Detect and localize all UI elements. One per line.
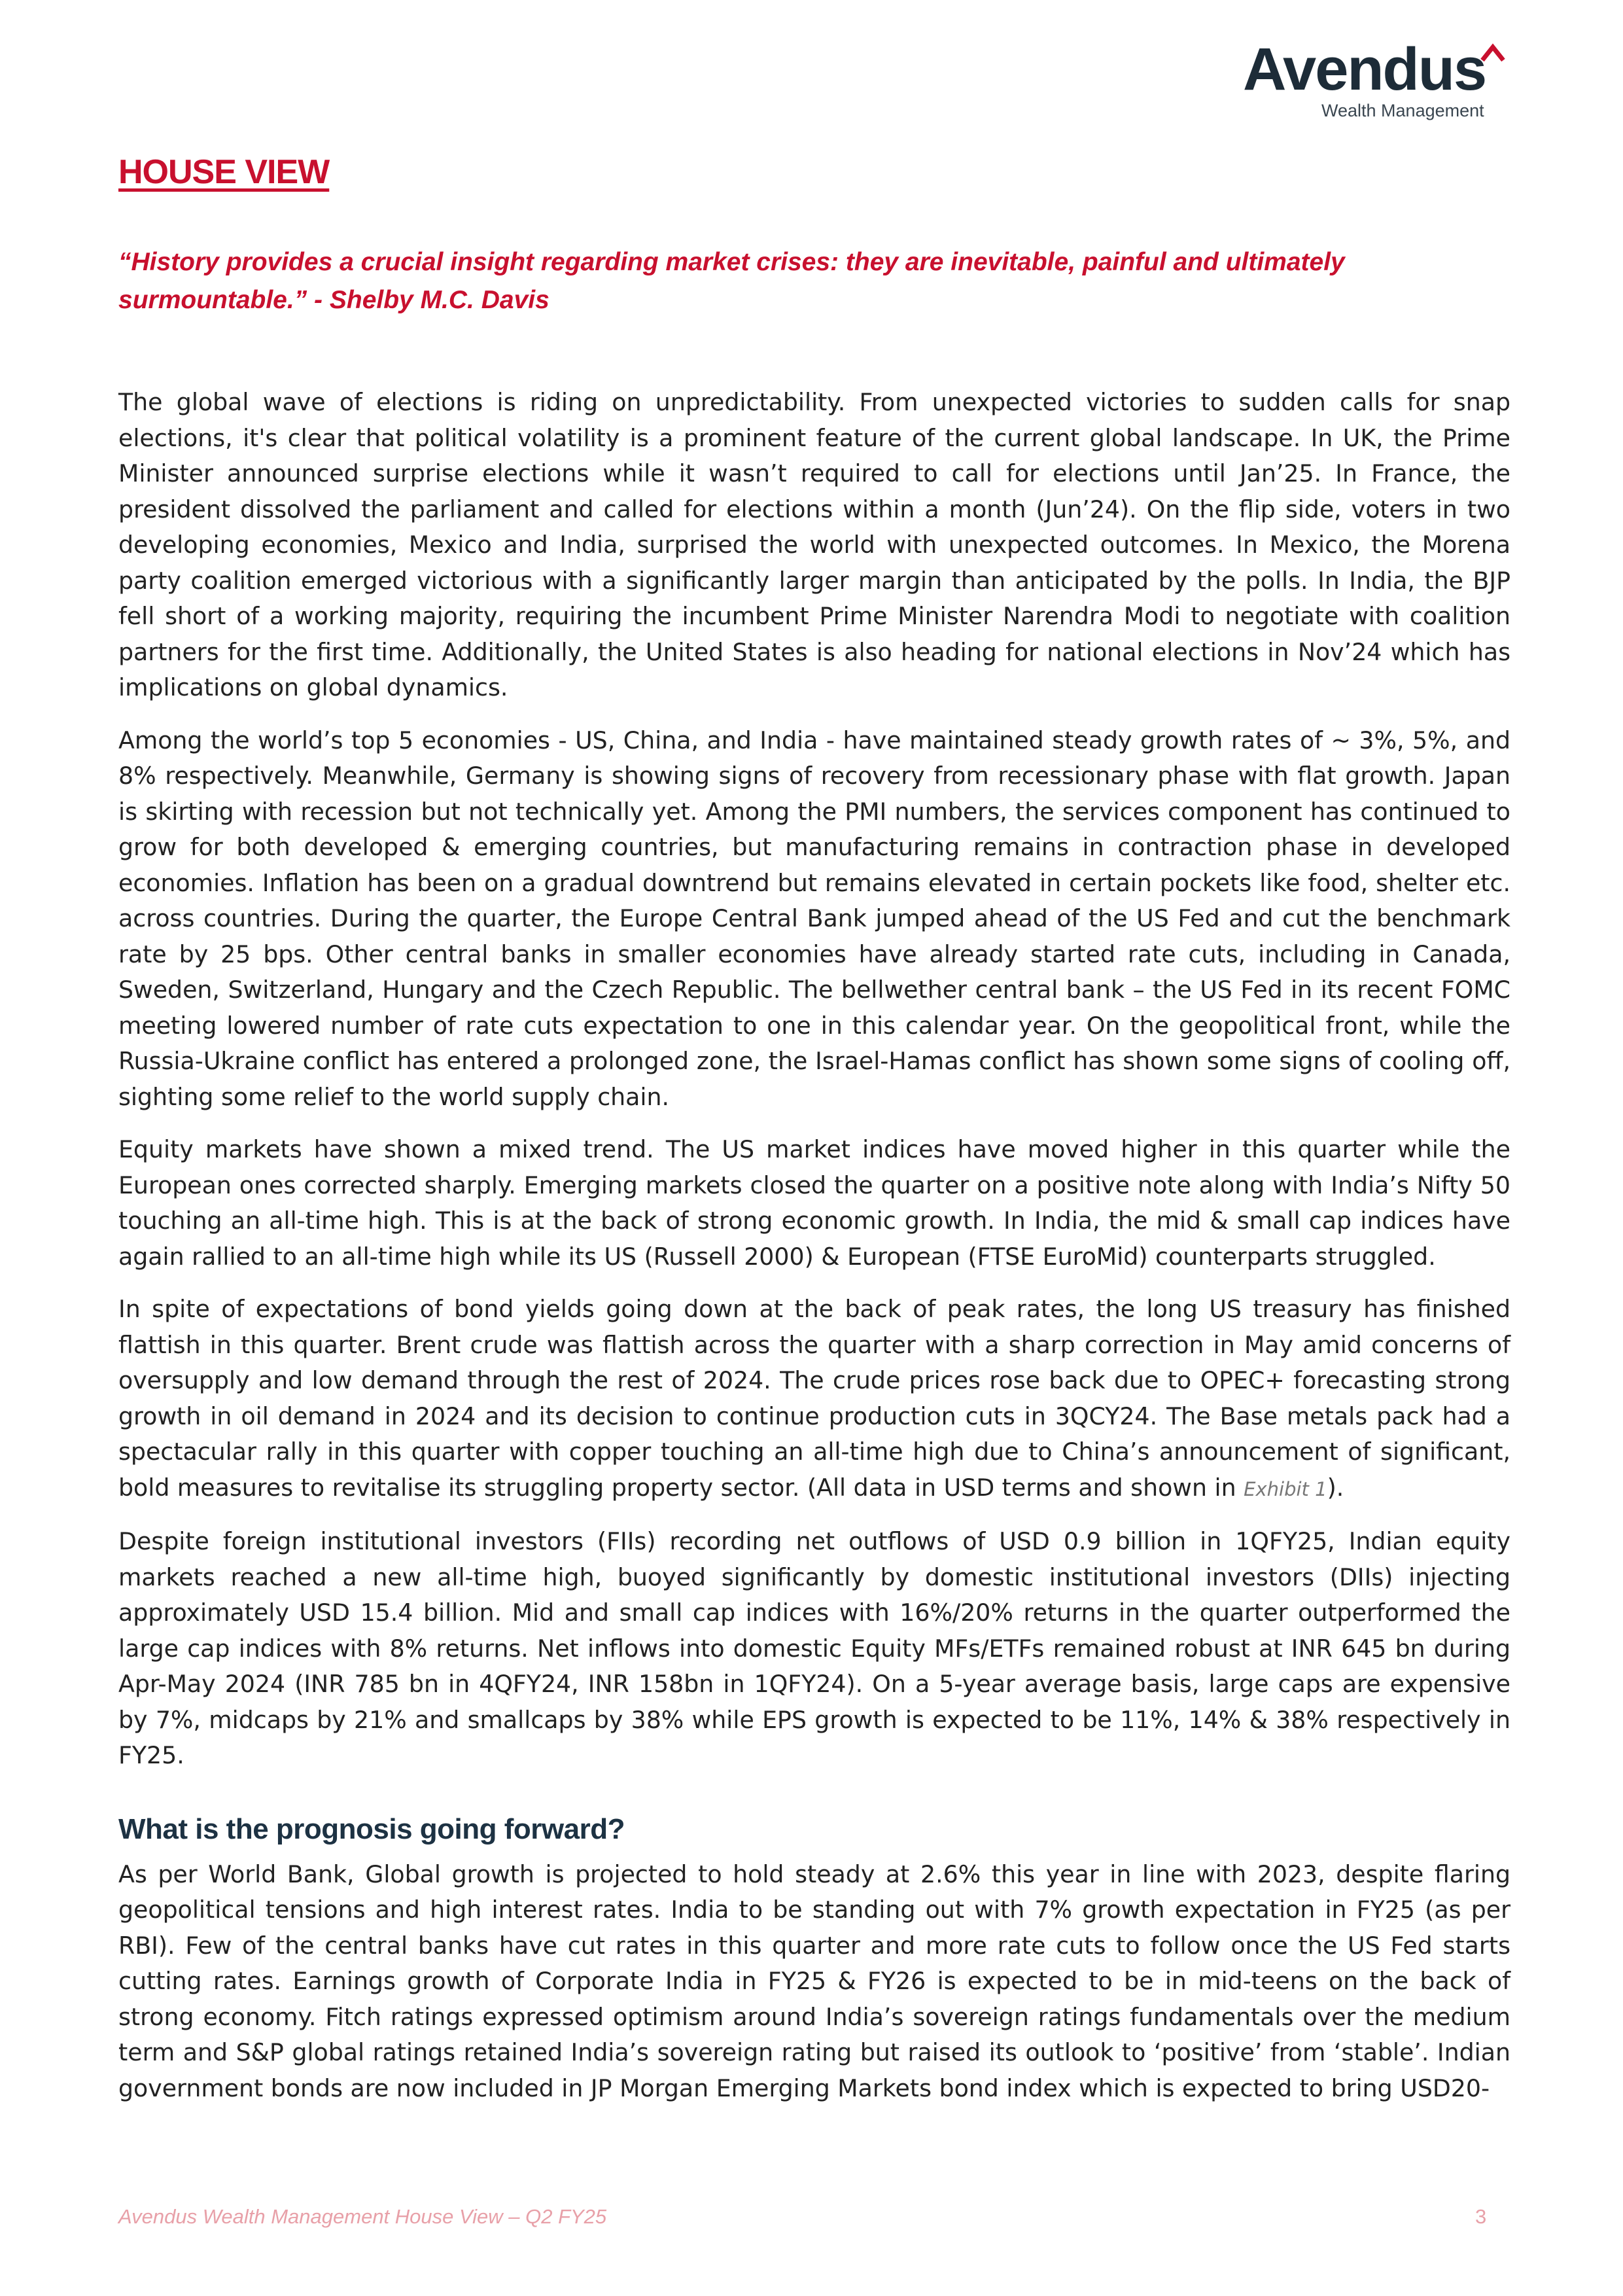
exhibit-reference: Exhibit 1 [1244,1477,1327,1500]
page-title: HOUSE VIEW [118,153,330,191]
avendus-logo [1243,36,1518,131]
logo-subtitle: Wealth Management [1321,101,1484,120]
paragraph-bonds-end: ). [1327,1473,1344,1502]
section-heading: What is the prognosis going forward? [118,1812,625,1845]
caret-icon [1480,43,1506,63]
logo-wordmark: Avendus [1243,36,1486,103]
paragraph-bonds-text: In spite of expectations of bond yields going down at the back of peak rates, the long US treasury has finished flattish in this quarter. Brent crude was flattish across the quarter with a sharp correction in May amid concerns of oversupply and low demand through the rest of 2024. The crude prices rose back due to OPEC+ forecasting strong growth in oil demand in 2024 and its decision to continue production cuts in 3QCY24. The Base metals pack had a spectacular rally in this quarter with copper touching an all-time high due to China’s announcement of significant, bold measures to revitalise its struggling property sector. (All data in USD terms and shown in [118,1295,1510,1502]
paragraph-economies: Among the world’s top 5 economies - US, China, and India - have maintained steady growth rates of ~ 3%, 5%, and 8% respectively. Meanwhile, Germany is showing signs of recovery from recessionary phase with flat growth. Japan is skirting with recession but not technically yet. Among the PMI numbers, the services component has continued to grow for both developed & emerging countries, but manufacturing remains in contraction phase in developed economies. Inflation has been on a gradual downtrend but remains elevated in certain pockets like food, shelter etc. across countries. During the quarter, the Europe Central Bank jumped ahead of the US Fed and cut the benchmark rate by 25 bps. Other central banks in smaller economies have already started rate cuts, including in Canada, Sweden, Switzerland, Hungary and the Czech Republic. The bellwether central bank – the US Fed in its recent FOMC meeting lowered number of rate cuts expectation to one in this calendar year. On the geopolitical front, while the Russia-Ukraine conflict has entered a prolonged zone, the Israel-Hamas conflict has shown some signs of cooling off, sighting some relief to the world supply chain. [118,726,1510,1111]
footer-title: Avendus Wealth Management House View – Q2 FY25 [118,2205,607,2228]
paragraph-elections: The global wave of elections is riding on unpredictability. From unexpected victories to sudden calls for snap elections, it's clear that political volatility is a prominent feature of the current global landscape. In UK, the Prime Minister announced surprise elections while it wasn’t required to call for elections until Jan’25. In France, the president dissolved the parliament and called for elections within a month (Jun’24). On the flip side, voters in two developing economies, Mexico and India, surprised the world with unexpected outcomes. In Mexico, the Morena party coalition emerged victorious with a significantly larger margin than anticipated by the polls. In India, the BJP fell short of a working majority, requiring the incumbent Prime Minister Narendra Modi to negotiate with coalition partners for the first time. Additionally, the United States is also heading for national elections in Nov’24 which has implications on global dynamics. [118,388,1510,701]
paragraph-flows: Despite foreign institutional investors (FIIs) recording net outflows of USD 0.9 billion in 1QFY25, Indian equity markets reached a new all-time high, buoyed significantly by domestic institutional investors (DIIs) injecting approximately USD 15.4 billion. Mid and small cap indices with 16%/20% returns in the quarter outperformed the large cap indices with 8% returns. Net inflows into domestic Equity MFs/ETFs remained robust at INR 645 bn during Apr-May 2024 (INR 785 bn in 4QFY24, INR 158bn in 1QFY24). On a 5-year average basis, large caps are expensive by 7%, midcaps by 21% and smallcaps by 38% while EPS growth is expected to be 11%, 14% & 38% respectively in FY25. [118,1527,1510,1769]
epigraph-quote: “History provides a crucial insight regarding market crises: they are inevitable, painful and ultimately surmountable.” - Shelby M.C. Davis [118,248,1345,314]
paragraph-equity-markets: Equity markets have shown a mixed trend. The US market indices have moved higher in this quarter while the European ones corrected sharply. Emerging markets closed the quarter on a positive note along with India’s Nifty 50 touching an all-time high. This is at the back of strong economic growth. In India, the mid & small cap indices have again rallied to an all-time high while its US (Russell 2000) & European (FTSE EuroMid) counterparts struggled. [118,1135,1510,1271]
document-body [118,385,1510,2123]
paragraph-prognosis: As per World Bank, Global growth is projected to hold steady at 2.6% this year in line with 2023, despite flaring geopolitical tensions and high interest rates. India to be standing out with 7% growth expectation in FY25 (as per RBI). Few of the central banks have cut rates in this quarter and more rate cuts to follow once the US Fed starts cutting rates. Earnings growth of Corporate India in FY25 & FY26 is expected to be in mid-teens on the back of strong economy. Fitch ratings expressed optimism around India’s sovereign ratings fundamentals over the medium term and S&P global ratings retained India’s sovereign rating but raised its outlook to ‘positive’ from ‘stable’. Indian government bonds are now included in JP Morgan Emerging Markets bond index which is expected to bring USD20- [118,1860,1510,2102]
paragraph-bonds-commodities [118,1292,1510,1507]
page-number: 3 [1475,2205,1487,2228]
